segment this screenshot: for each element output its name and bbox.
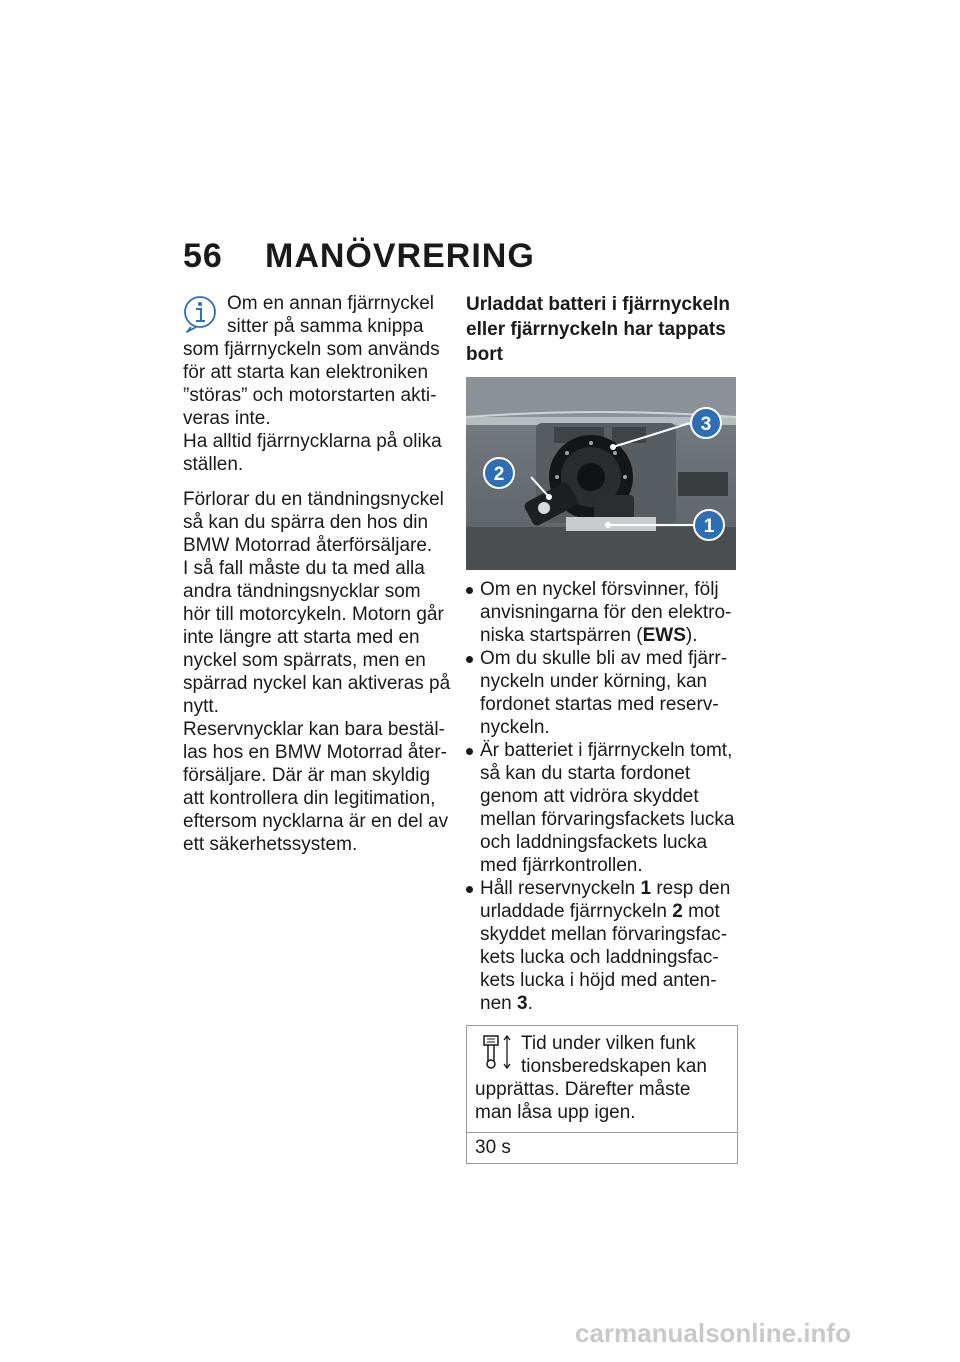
watermark: carmanualsonline.info bbox=[575, 1318, 851, 1348]
chapter-title: MANÖVRERING bbox=[265, 237, 535, 275]
spec-description bbox=[467, 1026, 737, 1132]
list-item: Om en nyckel försvinner, följ anvisningarna för den elektroniska startspärren (EWS). bbox=[466, 578, 738, 647]
paragraph-bring-keys: I så fall måste du ta med alla andra tändningsnycklar som hör till motorcykeln. Motorn går inte längre att starta med en nyckel som spärrats, men en spärrad nyckel kan aktiveras på nytt. bbox=[183, 558, 451, 717]
list-item: Håll reservnyckeln 1 resp den urladdade fjärrnyckeln 2 mot skyddet mellan förvaringsfackets lucka och laddningsfackets lucka i höjd med antennen 3. bbox=[466, 877, 738, 1015]
callout-3-label: 3 bbox=[700, 414, 712, 435]
spec-line2: tionsberedskapen kan bbox=[521, 1056, 707, 1077]
spec-box bbox=[466, 1025, 738, 1164]
info-note-line2: sitter på samma knippa bbox=[227, 316, 424, 337]
list-item: Är batteriet i fjärrnyckeln tomt, så kan du starta fordonet genom att vidröra skyddet mellan förvaringsfackets lucka och laddningsfackets lucka med fjärrkontrollen. bbox=[466, 739, 738, 877]
paragraph-lost-key: Förlorar du en tändningsnyckel så kan du spärra den hos din BMW Motorrad återförsäljare. bbox=[183, 489, 444, 556]
list-item: Om du skulle bli av med fjärrnyckeln under körning, kan fordonet startas med reservnyckeln. bbox=[466, 647, 738, 739]
info-icon bbox=[183, 294, 219, 334]
page-header bbox=[183, 237, 535, 277]
right-column bbox=[466, 292, 738, 1164]
info-note bbox=[183, 292, 451, 476]
timer-icon bbox=[479, 1034, 513, 1070]
instruction-list bbox=[466, 578, 738, 1015]
antenna-figure bbox=[466, 377, 736, 570]
callout-2 bbox=[484, 458, 514, 488]
callout-1 bbox=[694, 510, 724, 540]
spec-text: upprättas. Därefter måste man låsa upp igen. bbox=[475, 1079, 691, 1123]
callout-2-label: 2 bbox=[493, 464, 505, 485]
info-note-line1: Om en annan fjärrnyckel bbox=[227, 293, 434, 314]
page-number: 56 bbox=[183, 237, 223, 275]
info-note-advice: Ha alltid fjärrnycklarna på olika ställen. bbox=[183, 431, 442, 475]
callout-1-label: 1 bbox=[703, 516, 715, 537]
spec-value: 30 s bbox=[467, 1132, 737, 1163]
callout-3 bbox=[691, 408, 721, 438]
left-column bbox=[183, 292, 451, 856]
paragraph-spare-keys: Reservnycklar kan bara beställas hos en BMW Motorrad återförsäljare. Där är man skyldig att kontrollera din legitimation, eftersom nycklarna är en del av ett säkerhetssystem. bbox=[183, 719, 449, 855]
info-note-text: som fjärrnyckeln som används för att starta kan elektroniken ”störas” och motorstarten aktiveras inte. bbox=[183, 339, 440, 429]
spec-line1: Tid under vilken funk bbox=[521, 1033, 696, 1054]
section-heading: Urladdat batteri i fjärrnyckeln eller fjärrnyckeln har tappats bort bbox=[466, 294, 730, 365]
